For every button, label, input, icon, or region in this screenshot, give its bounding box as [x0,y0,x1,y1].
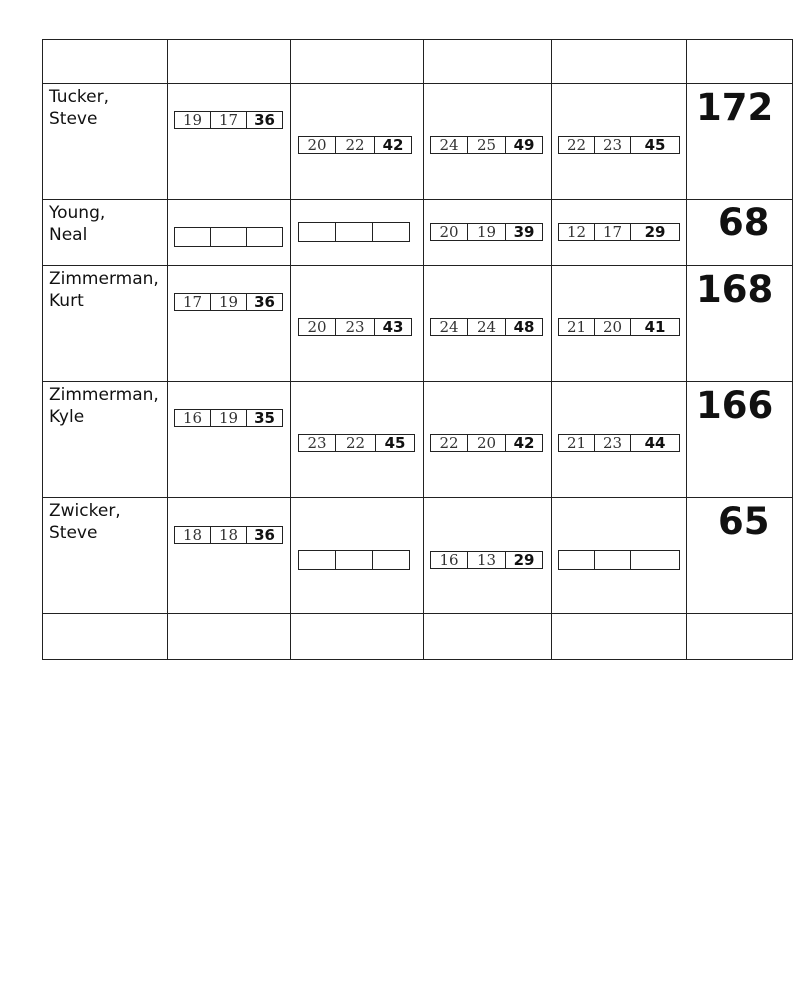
table-border-left [42,39,43,660]
score-cell: 21 [559,319,595,335]
round-score-box [174,227,283,247]
round-sum-cell: 35 [254,409,275,427]
row-divider [42,613,793,614]
round-sum-cell: 45 [644,136,666,154]
round-score-box [558,223,680,241]
round-sum-cell [247,228,282,246]
score-cell: 16 [175,410,211,426]
score-table [42,39,794,660]
player-name [49,202,105,246]
score-cell [299,223,336,241]
round-score-box [174,293,283,311]
round-score-box [430,434,543,452]
score-cell [336,223,373,241]
score-cell: 23 [336,319,375,335]
score-cell: 18 [175,527,211,543]
player-total: 65 [718,500,770,543]
score-cell: 19 [211,294,247,310]
table-border-top [42,39,793,40]
round-sum-cell: 43 [382,318,404,336]
score-cell [175,228,211,246]
round-score-box [174,409,283,427]
score-cell: 21 [559,435,595,451]
score-cell: 22 [336,137,375,153]
round-sum-cell [373,551,409,569]
score-cell: 24 [431,137,468,153]
round-sum-cell: 36 [254,293,275,311]
score-cell [559,551,595,569]
round-sum-cell: 39 [513,223,535,241]
score-cell: 22 [559,137,595,153]
score-cell: 23 [595,435,631,451]
row-divider [42,497,793,498]
score-cell: 17 [211,112,247,128]
column-divider [290,39,291,660]
table-border-right [792,39,793,660]
column-divider [551,39,552,660]
round-sum-cell: 29 [513,551,535,569]
round-sum-cell [631,551,679,569]
score-cell: 12 [559,224,595,240]
score-cell: 13 [468,552,506,568]
score-cell [336,551,373,569]
round-sum-cell: 48 [513,318,535,336]
score-cell: 20 [595,319,631,335]
row-divider [42,265,793,266]
round-sum-cell: 36 [254,111,275,129]
player-name [49,268,159,312]
score-cell [211,228,247,246]
player-first-name: Steve [49,109,98,129]
score-cell: 19 [175,112,211,128]
player-total: 168 [696,268,774,311]
row-divider [42,83,793,84]
round-sum-cell: 42 [513,434,535,452]
score-cell: 20 [299,137,336,153]
player-first-name: Steve [49,523,98,543]
table-border-bottom [42,659,793,660]
column-divider [686,39,687,660]
score-cell: 22 [336,435,376,451]
score-cell: 17 [175,294,211,310]
score-cell: 20 [299,319,336,335]
round-score-box [430,223,543,241]
round-score-box [174,526,283,544]
player-last-name: Tucker, [49,87,110,107]
score-cell [299,551,336,569]
player-last-name: Zwicker, [49,501,121,521]
round-sum-cell [373,223,409,241]
score-cell: 20 [431,224,468,240]
round-score-box [430,551,543,569]
score-cell: 17 [595,224,631,240]
round-sum-cell: 45 [384,434,406,452]
score-cell: 23 [299,435,336,451]
round-sum-cell: 44 [644,434,666,452]
player-last-name: Zimmerman, [49,269,159,289]
round-score-box [174,111,283,129]
player-first-name: Kurt [49,291,84,311]
player-first-name: Neal [49,225,88,245]
round-sum-cell: 41 [644,318,666,336]
score-cell: 19 [468,224,506,240]
player-name [49,384,159,428]
score-cell: 18 [211,527,247,543]
round-score-box [558,550,680,570]
round-sum-cell: 42 [382,136,404,154]
round-score-box [558,136,680,154]
round-sum-cell: 49 [513,136,535,154]
player-last-name: Zimmerman, [49,385,159,405]
score-cell [595,551,631,569]
player-total: 172 [696,86,774,129]
score-cell: 24 [468,319,506,335]
score-cell: 24 [431,319,468,335]
score-cell: 20 [468,435,506,451]
round-sum-cell: 36 [254,526,275,544]
round-score-box [298,318,412,336]
column-divider [167,39,168,660]
round-score-box [298,550,410,570]
player-total: 166 [696,384,774,427]
score-cell: 22 [431,435,468,451]
round-score-box [430,136,543,154]
player-last-name: Young, [49,203,106,223]
round-score-box [298,136,412,154]
round-score-box [558,318,680,336]
round-score-box [558,434,680,452]
player-name [49,86,109,130]
row-divider [42,199,793,200]
row-divider [42,381,793,382]
round-score-box [298,434,415,452]
player-first-name: Kyle [49,407,85,427]
player-total: 68 [718,201,770,244]
round-score-box [430,318,543,336]
score-cell: 16 [431,552,468,568]
round-score-box [298,222,410,242]
score-cell: 25 [468,137,506,153]
round-sum-cell: 29 [644,223,666,241]
score-cell: 23 [595,137,631,153]
player-name [49,500,121,544]
score-cell: 19 [211,410,247,426]
column-divider [423,39,424,660]
